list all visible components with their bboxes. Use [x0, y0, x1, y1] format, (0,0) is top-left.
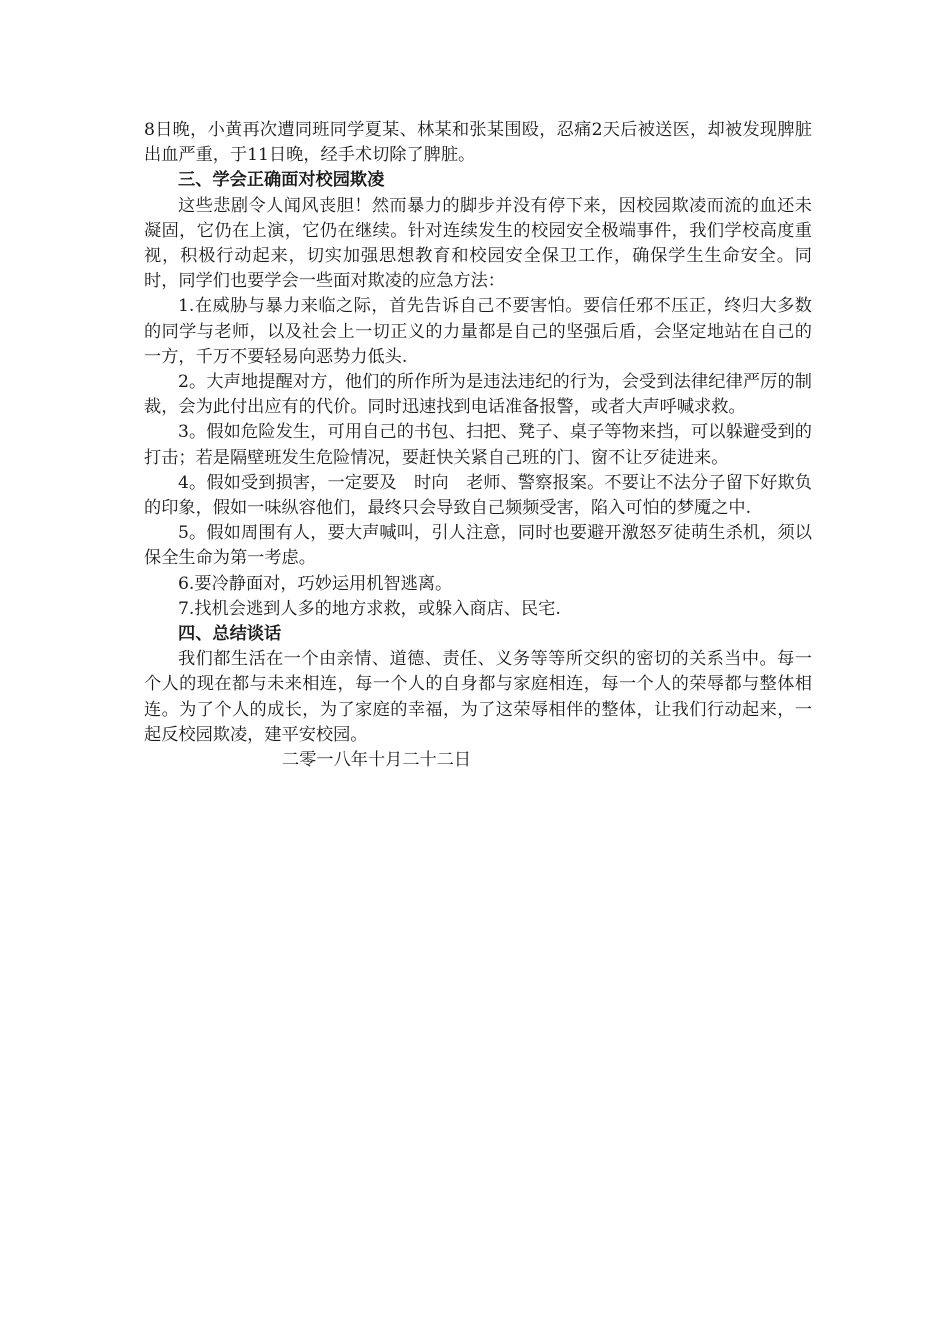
tip-item: 1.在威胁与暴力来临之际，首先告诉自己不要害怕。要信任邪不压正，终归大多数的同学与老师，以及社会上一切正义的力量都是自己的坚强后盾，会坚定地站在自己的一方，千万不要轻易向恶势力低头. [144, 296, 812, 367]
section-4-heading: 四、总结谈话 [178, 624, 282, 645]
section-3-paragraph: 这些悲剧令人闻风丧胆！然而暴力的脚步并没有停下来，因校园欺凌而流的血还未凝固，它仍在上演，它仍在继续。针对连续发生的校园安全极端事件，我们学校高度重视，积极行动起来，切实加强思想教育和校园安全保卫工作，确保学生生命安全。同时，同学们也要学会一些面对欺凌的应急方法： [144, 195, 812, 292]
tip-item: 4。假如受到损害，一定要及 时向 老师、警察报案。不要让不法分子留下好欺负的印象，假如一味纵容他们，最终只会导致自己频频受害，陷入可怕的梦魇之中. [144, 472, 812, 519]
intro-paragraph: 8日晚，小黄再次遭同班同学夏某、林某和张某围殴，忍痛2天后被送医，却被发现脾脏出血严重，于11日晚，经手术切除了脾脏。 [144, 120, 812, 166]
tip-item: 6.要冷静面对，巧妙运用机智逃离。 [178, 573, 453, 594]
document-page [144, 118, 812, 773]
tip-item: 2。大声地提醒对方，他们的所作所为是违法违纪的行为，会受到法律纪律严厉的制裁，会为此付出应有的代价。同时迅速找到电话准备报警，或者大声呼喊求救。 [144, 372, 812, 418]
document-date: 二零一八年十月二十二日 [282, 750, 472, 771]
tip-item: 3。假如危险发生，可用自己的书包、扫把、凳子、桌子等物来挡，可以躲避受到的打击；若是隔壁班发生危险情况，要赶快关紧自己班的门、窗不让歹徒进来。 [144, 422, 812, 468]
section-3-heading: 三、学会正确面对校园欺凌 [178, 170, 385, 191]
tip-item: 5。假如周围有人，要大声喊叫，引人注意，同时也要避开激怒歹徒萌生杀机，须以保全生命为第一考虑。 [144, 523, 812, 569]
tip-item: 7.找机会逃到人多的地方求救，或躲入商店、民宅. [178, 598, 561, 619]
section-4-paragraph: 我们都生活在一个由亲情、道德、责任、义务等等所交织的密切的关系当中。每一个人的现在都与未来相连，每一个人的自身都与家庭相连，每一个人的荣辱都与整体相连。为了个人的成长，为了家庭的幸福，为了这荣辱相伴的整体，让我们行动起来，一起反校园欺凌，建平安校园。 [144, 649, 812, 745]
